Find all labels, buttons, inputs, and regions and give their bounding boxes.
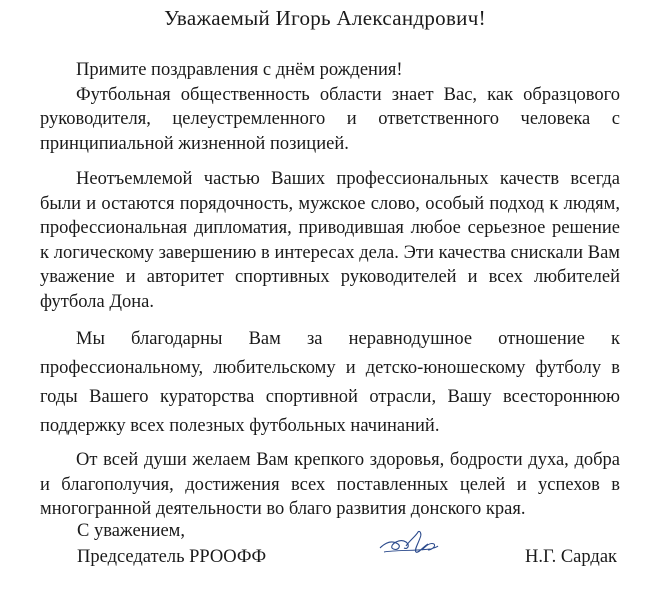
paragraph-wishes: От всей души желаем Вам крепкого здоровья, бодрости духа, добра и благополучия, достижения всех поставленных целей и успехов в многогранной деятельности во благо развития донского края. <box>40 450 620 519</box>
paragraph-qualities: Неотъемлемой частью Ваших профессиональных качеств всегда были и остаются порядочность, мужское слово, особый подход к людям, профессиональная дипломатия, приводившая любое серьезное решение к логическому завершению в интересах дела. Эти качества снискали Вам уважение и авторитет спортивных руководителей и всех любителей футбола Дона. <box>40 169 620 312</box>
closing-phrase: С уважением, <box>77 521 186 541</box>
salutation: Уважаемый Игорь Александрович! <box>164 6 486 30</box>
paragraph-recognition: Футбольная общественность области знает Вас, как образцового руководителя, целеустремленного и ответственного человека с принципиальной жизненной позицией. <box>40 84 620 154</box>
closing-block <box>77 518 266 570</box>
letter-body <box>40 58 620 533</box>
signer-title: Председатель РРООФФ <box>77 547 267 567</box>
handwritten-signature <box>378 528 440 558</box>
signer-name: Н.Г. Сардак <box>525 547 618 567</box>
paragraph-gratitude: Мы благодарны Вам за неравнодушное отношение к профессиональному, любительскому и детско-юношескому футболу в годы Вашего кураторства спортивной отрасли, Вашу всестороннюю поддержку всех полезных футбольных начинаний. <box>40 329 620 436</box>
paragraph-greeting: Примите поздравления с днём рождения! <box>76 60 403 80</box>
